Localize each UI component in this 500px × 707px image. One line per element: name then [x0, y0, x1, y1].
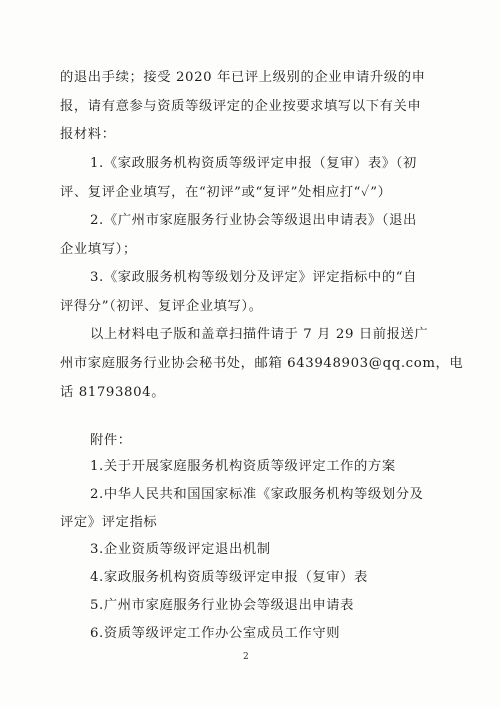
material-item-2-line: 2.《广州市家庭服务行业协会等级退出申请表》（退出	[90, 213, 417, 228]
intro-line: 报，请有意参与资质等级评定的企业按要求填写以下有关申	[60, 99, 422, 114]
material-item-2-line: 企业填写）；	[60, 242, 137, 257]
attachment-item-2-line: 2.中华人民共和国国家标准《家政服务机构等级划分及	[90, 487, 424, 502]
submission-line: 以上材料电子版和盖章扫描件请于 7 月 29 日前报送广	[90, 327, 429, 342]
intro-line: 报材料：	[60, 127, 116, 142]
attachment-item-2-line: 评定》评定指标	[60, 515, 158, 530]
page-number: 2	[243, 652, 249, 662]
intro-line: 的退出手续；接受 2020 年已评上级别的企业申请升级的申	[60, 70, 426, 85]
material-item-3-line: 3.《家政服务机构等级划分及评定》评定指标中的“自	[90, 270, 418, 285]
submission-line: 话 81793804。	[60, 385, 166, 400]
attachment-item-3: 3.企业资质等级评定退出机制	[90, 542, 271, 557]
attachments-heading: 附件：	[90, 433, 132, 448]
material-item-3-line: 评得分”（初评、复评企业填写）。	[60, 299, 263, 314]
attachment-item-1: 1.关于开展家庭服务机构资质等级评定工作的方案	[90, 459, 396, 474]
attachment-item-6: 6.资质等级评定工作办公室成员工作守则	[90, 626, 341, 641]
material-item-1-line: 1.《家政服务机构资质等级评定申报（复审）表》（初	[90, 156, 417, 171]
attachment-item-5: 5.广州市家庭服务行业协会等级退出申请表	[90, 598, 355, 613]
submission-line: 州市家庭服务行业协会秘书处，邮箱 643948903@qq.com，电	[60, 356, 464, 371]
material-item-1-line: 评、复评企业填写，在“初评”或“复评”处相应打“✓”）	[60, 185, 392, 200]
attachment-item-4: 4.家政服务机构资质等级评定申报（复审）表	[90, 570, 368, 585]
